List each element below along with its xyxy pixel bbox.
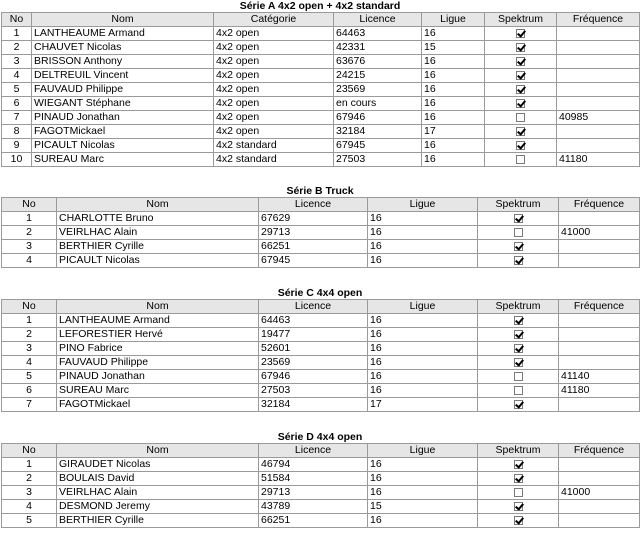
spektrum-cell bbox=[485, 139, 557, 153]
spektrum-cell bbox=[485, 27, 557, 41]
nom-cell: LANTHEAUME Armand bbox=[57, 314, 259, 328]
spektrum-checkbox[interactable] bbox=[516, 43, 525, 52]
ligue-cell: 16 bbox=[368, 370, 478, 384]
table-row bbox=[2, 139, 640, 153]
spektrum-checkbox[interactable] bbox=[516, 99, 525, 108]
ligue-cell: 16 bbox=[368, 254, 478, 268]
spektrum-checkbox[interactable] bbox=[516, 85, 525, 94]
spektrum-checkbox[interactable] bbox=[516, 29, 525, 38]
table-row bbox=[2, 212, 640, 226]
licence-cell: 29713 bbox=[259, 226, 368, 240]
section-2 bbox=[0, 185, 640, 268]
no-cell: 4 bbox=[2, 356, 57, 370]
column-header: Ligue bbox=[368, 444, 478, 458]
licence-cell: 67946 bbox=[259, 370, 368, 384]
licence-cell: 66251 bbox=[259, 240, 368, 254]
licence-cell: 66251 bbox=[259, 514, 368, 528]
table-row bbox=[2, 342, 640, 356]
spektrum-checkbox[interactable] bbox=[514, 386, 523, 395]
spektrum-cell bbox=[478, 212, 559, 226]
spektrum-cell bbox=[485, 125, 557, 139]
table-header-row bbox=[2, 198, 640, 212]
frequence-cell bbox=[559, 254, 640, 268]
ligue-cell: 16 bbox=[368, 314, 478, 328]
licence-cell: 27503 bbox=[259, 384, 368, 398]
table-row bbox=[2, 55, 640, 69]
nom-cell: BERTHIER Cyrille bbox=[57, 240, 259, 254]
nom-cell: FAUVAUD Philippe bbox=[57, 356, 259, 370]
licence-cell: 67945 bbox=[259, 254, 368, 268]
table-row bbox=[2, 111, 640, 125]
licence-cell: 23569 bbox=[334, 83, 422, 97]
spektrum-cell bbox=[478, 254, 559, 268]
frequence-cell bbox=[557, 69, 640, 83]
table-row bbox=[2, 41, 640, 55]
table-row bbox=[2, 254, 640, 268]
frequence-cell: 41140 bbox=[559, 370, 640, 384]
licence-cell: 19477 bbox=[259, 328, 368, 342]
column-header: Nom bbox=[57, 444, 259, 458]
spektrum-cell bbox=[478, 240, 559, 254]
spektrum-checkbox[interactable] bbox=[514, 316, 523, 325]
results-table bbox=[1, 197, 640, 268]
nom-cell: LEFORESTIER Hervé bbox=[57, 328, 259, 342]
column-header: Ligue bbox=[368, 300, 478, 314]
frequence-cell bbox=[559, 514, 640, 528]
licence-cell: 29713 bbox=[259, 486, 368, 500]
table-row bbox=[2, 240, 640, 254]
column-header: Licence bbox=[334, 13, 422, 27]
column-header: No bbox=[2, 13, 32, 27]
ligue-cell: 16 bbox=[368, 212, 478, 226]
column-header: Spektrum bbox=[485, 13, 557, 27]
table-row bbox=[2, 226, 640, 240]
categorie-cell: 4x2 standard bbox=[214, 139, 334, 153]
column-header: Nom bbox=[57, 198, 259, 212]
categorie-cell: 4x2 standard bbox=[214, 153, 334, 167]
spektrum-checkbox[interactable] bbox=[516, 57, 525, 66]
ligue-cell: 16 bbox=[422, 83, 485, 97]
section-title: Série C 4x4 open bbox=[277, 287, 363, 299]
categorie-cell: 4x2 open bbox=[214, 83, 334, 97]
frequence-cell bbox=[557, 41, 640, 55]
no-cell: 2 bbox=[2, 328, 57, 342]
spektrum-checkbox[interactable] bbox=[514, 358, 523, 367]
licence-cell: en cours bbox=[334, 97, 422, 111]
column-header: Fréquence bbox=[559, 444, 640, 458]
ligue-cell: 17 bbox=[422, 125, 485, 139]
section-4 bbox=[0, 431, 640, 528]
licence-cell: 64463 bbox=[259, 314, 368, 328]
table-row bbox=[2, 27, 640, 41]
no-cell: 5 bbox=[2, 370, 57, 384]
frequence-cell bbox=[557, 125, 640, 139]
ligue-cell: 15 bbox=[422, 41, 485, 55]
spektrum-cell bbox=[478, 342, 559, 356]
ligue-cell: 16 bbox=[368, 342, 478, 356]
spektrum-cell bbox=[485, 111, 557, 125]
spektrum-cell bbox=[478, 514, 559, 528]
column-header: Fréquence bbox=[559, 198, 640, 212]
no-cell: 1 bbox=[2, 212, 57, 226]
frequence-cell bbox=[557, 55, 640, 69]
ligue-cell: 16 bbox=[368, 472, 478, 486]
frequence-cell bbox=[557, 83, 640, 97]
nom-cell: SUREAU Marc bbox=[57, 384, 259, 398]
licence-cell: 43789 bbox=[259, 500, 368, 514]
nom-cell: BERTHIER Cyrille bbox=[57, 514, 259, 528]
ligue-cell: 16 bbox=[422, 55, 485, 69]
spektrum-cell bbox=[485, 41, 557, 55]
table-row bbox=[2, 486, 640, 500]
ligue-cell: 17 bbox=[368, 398, 478, 412]
nom-cell: PICAULT Nicolas bbox=[57, 254, 259, 268]
licence-cell: 42331 bbox=[334, 41, 422, 55]
spektrum-cell bbox=[485, 97, 557, 111]
frequence-cell bbox=[559, 472, 640, 486]
licence-cell: 32184 bbox=[334, 125, 422, 139]
nom-cell: LANTHEAUME Armand bbox=[32, 27, 214, 41]
nom-cell: DELTREUIL Vincent bbox=[32, 69, 214, 83]
column-header: Nom bbox=[32, 13, 214, 27]
no-cell: 6 bbox=[2, 97, 32, 111]
spektrum-cell bbox=[485, 55, 557, 69]
frequence-cell bbox=[559, 398, 640, 412]
nom-cell: PINAUD Jonathan bbox=[57, 370, 259, 384]
column-header: Spektrum bbox=[478, 300, 559, 314]
nom-cell: DESMOND Jeremy bbox=[57, 500, 259, 514]
ligue-cell: 16 bbox=[422, 139, 485, 153]
licence-cell: 67945 bbox=[334, 139, 422, 153]
spektrum-cell bbox=[478, 486, 559, 500]
column-header: Ligue bbox=[422, 13, 485, 27]
no-cell: 5 bbox=[2, 83, 32, 97]
licence-cell: 24215 bbox=[334, 69, 422, 83]
frequence-cell bbox=[559, 458, 640, 472]
categorie-cell: 4x2 open bbox=[214, 27, 334, 41]
column-header: Licence bbox=[259, 444, 368, 458]
table-row bbox=[2, 458, 640, 472]
column-header: Fréquence bbox=[557, 13, 640, 27]
nom-cell: PICAULT Nicolas bbox=[32, 139, 214, 153]
no-cell: 3 bbox=[2, 486, 57, 500]
spektrum-checkbox[interactable] bbox=[514, 488, 523, 497]
categorie-cell: 4x2 open bbox=[214, 111, 334, 125]
spektrum-checkbox[interactable] bbox=[514, 256, 523, 265]
no-cell: 7 bbox=[2, 111, 32, 125]
spektrum-cell bbox=[478, 500, 559, 514]
frequence-cell bbox=[557, 139, 640, 153]
spektrum-checkbox[interactable] bbox=[514, 516, 523, 525]
nom-cell: BOULAIS David bbox=[57, 472, 259, 486]
frequence-cell bbox=[559, 314, 640, 328]
column-header: Licence bbox=[259, 198, 368, 212]
spektrum-cell bbox=[478, 314, 559, 328]
categorie-cell: 4x2 open bbox=[214, 55, 334, 69]
spektrum-cell bbox=[478, 328, 559, 342]
ligue-cell: 16 bbox=[422, 153, 485, 167]
spektrum-checkbox[interactable] bbox=[514, 330, 523, 339]
no-cell: 3 bbox=[2, 55, 32, 69]
spektrum-cell bbox=[478, 226, 559, 240]
ligue-cell: 16 bbox=[368, 384, 478, 398]
section-title: Série B Truck bbox=[286, 185, 354, 197]
no-cell: 4 bbox=[2, 500, 57, 514]
table-row bbox=[2, 398, 640, 412]
ligue-cell: 16 bbox=[422, 97, 485, 111]
spektrum-checkbox[interactable] bbox=[516, 155, 525, 164]
ligue-cell: 16 bbox=[368, 226, 478, 240]
section-3 bbox=[0, 287, 640, 412]
licence-cell: 32184 bbox=[259, 398, 368, 412]
ligue-cell: 16 bbox=[368, 458, 478, 472]
section-title: Série A 4x2 open + 4x2 standard bbox=[239, 0, 401, 12]
frequence-cell bbox=[559, 328, 640, 342]
nom-cell: BRISSON Anthony bbox=[32, 55, 214, 69]
licence-cell: 27503 bbox=[334, 153, 422, 167]
no-cell: 1 bbox=[2, 314, 57, 328]
spektrum-checkbox[interactable] bbox=[516, 141, 525, 150]
frequence-cell bbox=[559, 240, 640, 254]
table-header-row bbox=[2, 444, 640, 458]
column-header: Nom bbox=[57, 300, 259, 314]
table-row bbox=[2, 314, 640, 328]
frequence-cell bbox=[557, 97, 640, 111]
nom-cell: CHARLOTTE Bruno bbox=[57, 212, 259, 226]
spektrum-checkbox[interactable] bbox=[516, 113, 525, 122]
no-cell: 9 bbox=[2, 139, 32, 153]
no-cell: 2 bbox=[2, 472, 57, 486]
column-header: No bbox=[2, 444, 57, 458]
nom-cell: FAUVAUD Philippe bbox=[32, 83, 214, 97]
licence-cell: 67946 bbox=[334, 111, 422, 125]
column-header: Catégorie bbox=[214, 13, 334, 27]
table-row bbox=[2, 500, 640, 514]
spektrum-cell bbox=[478, 356, 559, 370]
no-cell: 7 bbox=[2, 398, 57, 412]
nom-cell: SUREAU Marc bbox=[32, 153, 214, 167]
table-row bbox=[2, 328, 640, 342]
results-table bbox=[1, 443, 640, 528]
spektrum-cell bbox=[485, 69, 557, 83]
spektrum-checkbox[interactable] bbox=[516, 71, 525, 80]
no-cell: 10 bbox=[2, 153, 32, 167]
nom-cell: CHAUVET Nicolas bbox=[32, 41, 214, 55]
frequence-cell bbox=[559, 212, 640, 226]
ligue-cell: 15 bbox=[368, 500, 478, 514]
no-cell: 1 bbox=[2, 458, 57, 472]
table-row bbox=[2, 97, 640, 111]
ligue-cell: 16 bbox=[368, 240, 478, 254]
column-header: Fréquence bbox=[559, 300, 640, 314]
column-header: No bbox=[2, 198, 57, 212]
section-1 bbox=[0, 0, 640, 167]
section-title: Série D 4x4 open bbox=[277, 431, 363, 443]
no-cell: 2 bbox=[2, 226, 57, 240]
no-cell: 4 bbox=[2, 254, 57, 268]
nom-cell: VEIRLHAC Alain bbox=[57, 486, 259, 500]
table-row bbox=[2, 153, 640, 167]
licence-cell: 46794 bbox=[259, 458, 368, 472]
no-cell: 1 bbox=[2, 27, 32, 41]
licence-cell: 64463 bbox=[334, 27, 422, 41]
spektrum-checkbox[interactable] bbox=[514, 344, 523, 353]
licence-cell: 67629 bbox=[259, 212, 368, 226]
categorie-cell: 4x2 open bbox=[214, 97, 334, 111]
categorie-cell: 4x2 open bbox=[214, 69, 334, 83]
spektrum-cell bbox=[485, 83, 557, 97]
ligue-cell: 16 bbox=[368, 328, 478, 342]
no-cell: 6 bbox=[2, 384, 57, 398]
licence-cell: 63676 bbox=[334, 55, 422, 69]
ligue-cell: 16 bbox=[368, 356, 478, 370]
frequence-cell bbox=[559, 356, 640, 370]
frequence-cell: 41180 bbox=[559, 384, 640, 398]
frequence-cell: 41000 bbox=[559, 486, 640, 500]
frequence-cell bbox=[557, 27, 640, 41]
table-row bbox=[2, 384, 640, 398]
table-row bbox=[2, 472, 640, 486]
ligue-cell: 16 bbox=[422, 111, 485, 125]
ligue-cell: 16 bbox=[368, 486, 478, 500]
frequence-cell bbox=[559, 342, 640, 356]
nom-cell: PINO Fabrice bbox=[57, 342, 259, 356]
licence-cell: 52601 bbox=[259, 342, 368, 356]
table-row bbox=[2, 125, 640, 139]
column-header: Licence bbox=[259, 300, 368, 314]
table-row bbox=[2, 356, 640, 370]
no-cell: 8 bbox=[2, 125, 32, 139]
spektrum-cell bbox=[478, 458, 559, 472]
nom-cell: GIRAUDET Nicolas bbox=[57, 458, 259, 472]
categorie-cell: 4x2 open bbox=[214, 125, 334, 139]
no-cell: 3 bbox=[2, 240, 57, 254]
no-cell: 2 bbox=[2, 41, 32, 55]
no-cell: 3 bbox=[2, 342, 57, 356]
table-row bbox=[2, 83, 640, 97]
nom-cell: FAGOTMickael bbox=[32, 125, 214, 139]
ligue-cell: 16 bbox=[422, 69, 485, 83]
frequence-cell: 41000 bbox=[559, 226, 640, 240]
spektrum-checkbox[interactable] bbox=[514, 502, 523, 511]
frequence-cell bbox=[559, 500, 640, 514]
spektrum-cell bbox=[478, 472, 559, 486]
column-header: Spektrum bbox=[478, 444, 559, 458]
nom-cell: PINAUD Jonathan bbox=[32, 111, 214, 125]
nom-cell: FAGOTMickael bbox=[57, 398, 259, 412]
column-header: Spektrum bbox=[478, 198, 559, 212]
results-table bbox=[1, 299, 640, 412]
nom-cell: WIEGANT Stéphane bbox=[32, 97, 214, 111]
spektrum-checkbox[interactable] bbox=[516, 127, 525, 136]
categorie-cell: 4x2 open bbox=[214, 41, 334, 55]
spektrum-checkbox[interactable] bbox=[514, 460, 523, 469]
licence-cell: 51584 bbox=[259, 472, 368, 486]
table-row bbox=[2, 514, 640, 528]
table-row bbox=[2, 69, 640, 83]
table-row bbox=[2, 370, 640, 384]
spektrum-checkbox[interactable] bbox=[514, 242, 523, 251]
spektrum-cell bbox=[485, 153, 557, 167]
spektrum-cell bbox=[478, 370, 559, 384]
column-header: Ligue bbox=[368, 198, 478, 212]
ligue-cell: 16 bbox=[368, 514, 478, 528]
spektrum-checkbox[interactable] bbox=[514, 474, 523, 483]
licence-cell: 23569 bbox=[259, 356, 368, 370]
frequence-cell: 40985 bbox=[557, 111, 640, 125]
spektrum-checkbox[interactable] bbox=[514, 400, 523, 409]
spektrum-checkbox[interactable] bbox=[514, 214, 523, 223]
results-table bbox=[1, 12, 640, 167]
table-header-row bbox=[2, 13, 640, 27]
nom-cell: VEIRLHAC Alain bbox=[57, 226, 259, 240]
spektrum-cell bbox=[478, 398, 559, 412]
spektrum-checkbox[interactable] bbox=[514, 228, 523, 237]
spektrum-checkbox[interactable] bbox=[514, 372, 523, 381]
table-header-row bbox=[2, 300, 640, 314]
column-header: No bbox=[2, 300, 57, 314]
frequence-cell: 41180 bbox=[557, 153, 640, 167]
no-cell: 4 bbox=[2, 69, 32, 83]
no-cell: 5 bbox=[2, 514, 57, 528]
spektrum-cell bbox=[478, 384, 559, 398]
ligue-cell: 16 bbox=[422, 27, 485, 41]
